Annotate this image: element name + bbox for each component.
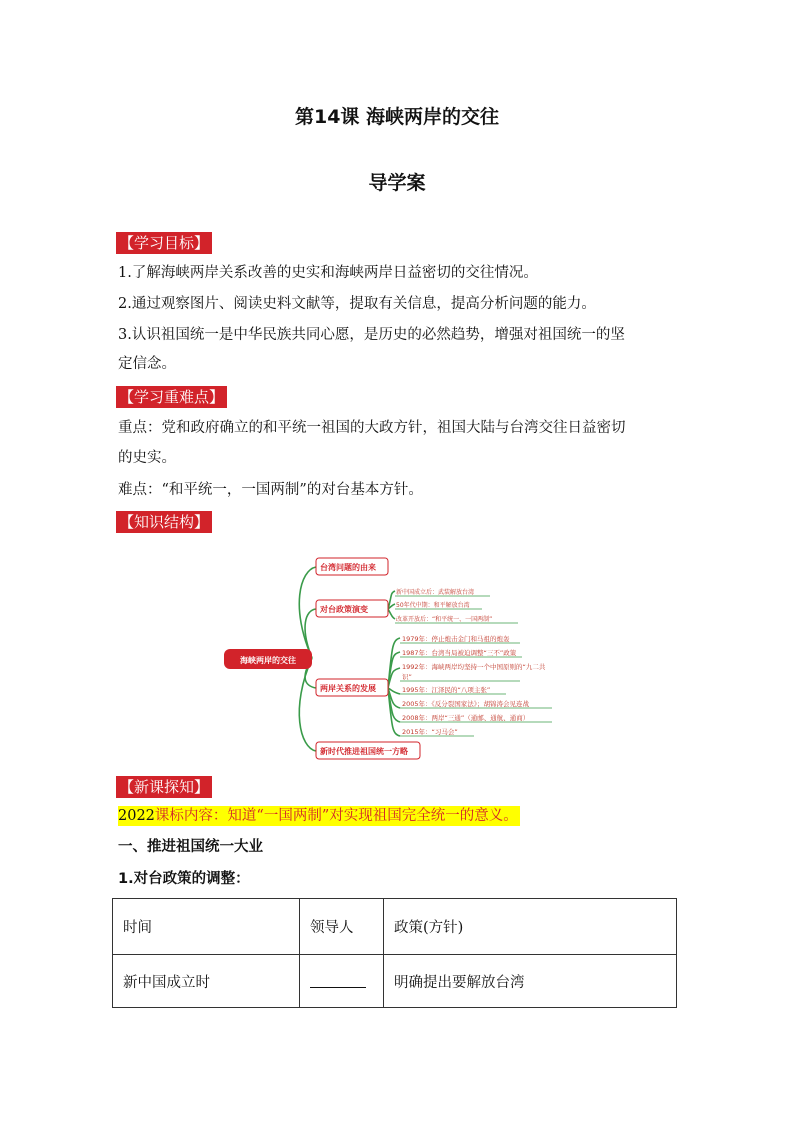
table-header-row xyxy=(113,899,677,955)
objectives-tag: 【学习目标】 xyxy=(116,232,212,254)
mindmap-branch-label: 新时代推进祖国统一方略 xyxy=(320,747,408,756)
table-row xyxy=(113,955,677,1008)
mindmap-leaf: 50年代中期：和平解放台湾 xyxy=(396,602,470,609)
mindmap-branch-label: 台湾问题的由来 xyxy=(320,563,376,572)
mindmap-leaf: 新中国成立后：武装解放台湾 xyxy=(396,589,475,596)
mindmap-leaf: 1987年：台湾当局被迫调整“三不”政策 xyxy=(402,649,517,657)
objective-item: 1.了解海峡两岸关系改善的史实和海峡两岸日益密切的交往情况。 xyxy=(118,265,538,281)
page-title: 第14课 海峡两岸的交往 xyxy=(294,106,500,128)
key-point-line: 重点：党和政府确立的和平统一祖国的大政方针，祖国大陆与台湾交往日益密切 xyxy=(118,420,626,436)
policy-table xyxy=(112,898,677,1008)
page-subtitle: 导学案 xyxy=(368,172,426,194)
curriculum-standard xyxy=(118,806,520,826)
table-cell: 新中国成立时 xyxy=(113,955,300,1008)
sub-heading: 1.对台政策的调整： xyxy=(118,871,250,887)
standard-text: 课标内容：知道“一国两制”对实现祖国完全统一的意义。 xyxy=(154,808,518,824)
objective-item: 2.通过观察图片、阅读史料文献等，提取有关信息，提高分析问题的能力。 xyxy=(118,296,596,312)
mindmap-leaf: 改革开放后：“和平统一、一国两制” xyxy=(396,616,493,623)
difficult-point-line: 难点：“和平统一，一国两制”的对台基本方针。 xyxy=(118,482,423,498)
knowledge-mindmap xyxy=(220,548,580,766)
mindmap-connector xyxy=(388,609,395,619)
fill-blank[interactable] xyxy=(310,971,366,988)
key-points-tag: 【学习重难点】 xyxy=(116,386,227,408)
table-header: 领导人 xyxy=(300,899,384,955)
structure-tag: 【知识结构】 xyxy=(116,511,212,533)
mindmap-leaf: 1992年：海峡两岸均坚持一个中国原则的“九二共 xyxy=(402,663,546,671)
table-header: 政策(方针) xyxy=(384,899,677,955)
mindmap-branch-label: 对台政策演变 xyxy=(320,605,368,614)
mindmap-leaf: 2015年：“习马会” xyxy=(402,728,458,736)
new-lesson-tag: 【新课探知】 xyxy=(116,776,212,798)
mindmap-leaf: 识” xyxy=(402,673,412,681)
table-cell-blank[interactable] xyxy=(300,955,384,1008)
mindmap-leaf: 2005年：《反分裂国家法》；胡锦涛会见连战 xyxy=(402,700,530,708)
mindmap-branch-label: 两岸关系的发展 xyxy=(320,684,376,693)
table-header: 时间 xyxy=(113,899,300,955)
table-cell: 明确提出要解放台湾 xyxy=(384,955,677,1008)
mindmap-leaf: 1995年：江泽民的“八项主张” xyxy=(402,686,491,694)
objective-item: 3.认识祖国统一是中华民族共同心愿，是历史的必然趋势，增强对祖国统一的坚 xyxy=(118,327,625,343)
key-point-line: 的史实。 xyxy=(118,450,176,466)
section-heading: 一、推进祖国统一大业 xyxy=(118,839,263,855)
objective-item: 定信念。 xyxy=(118,356,176,372)
mindmap-root-label: 海峡两岸的交往 xyxy=(240,656,296,665)
mindmap-leaf: 1979年：停止炮击金门和马祖的炮轰 xyxy=(402,635,510,643)
mindmap-leaf: 2008年：两岸“三通”（通邮、通航、通商） xyxy=(402,714,530,722)
standard-year: 2022 xyxy=(118,808,155,824)
mindmap-connector xyxy=(299,658,316,751)
